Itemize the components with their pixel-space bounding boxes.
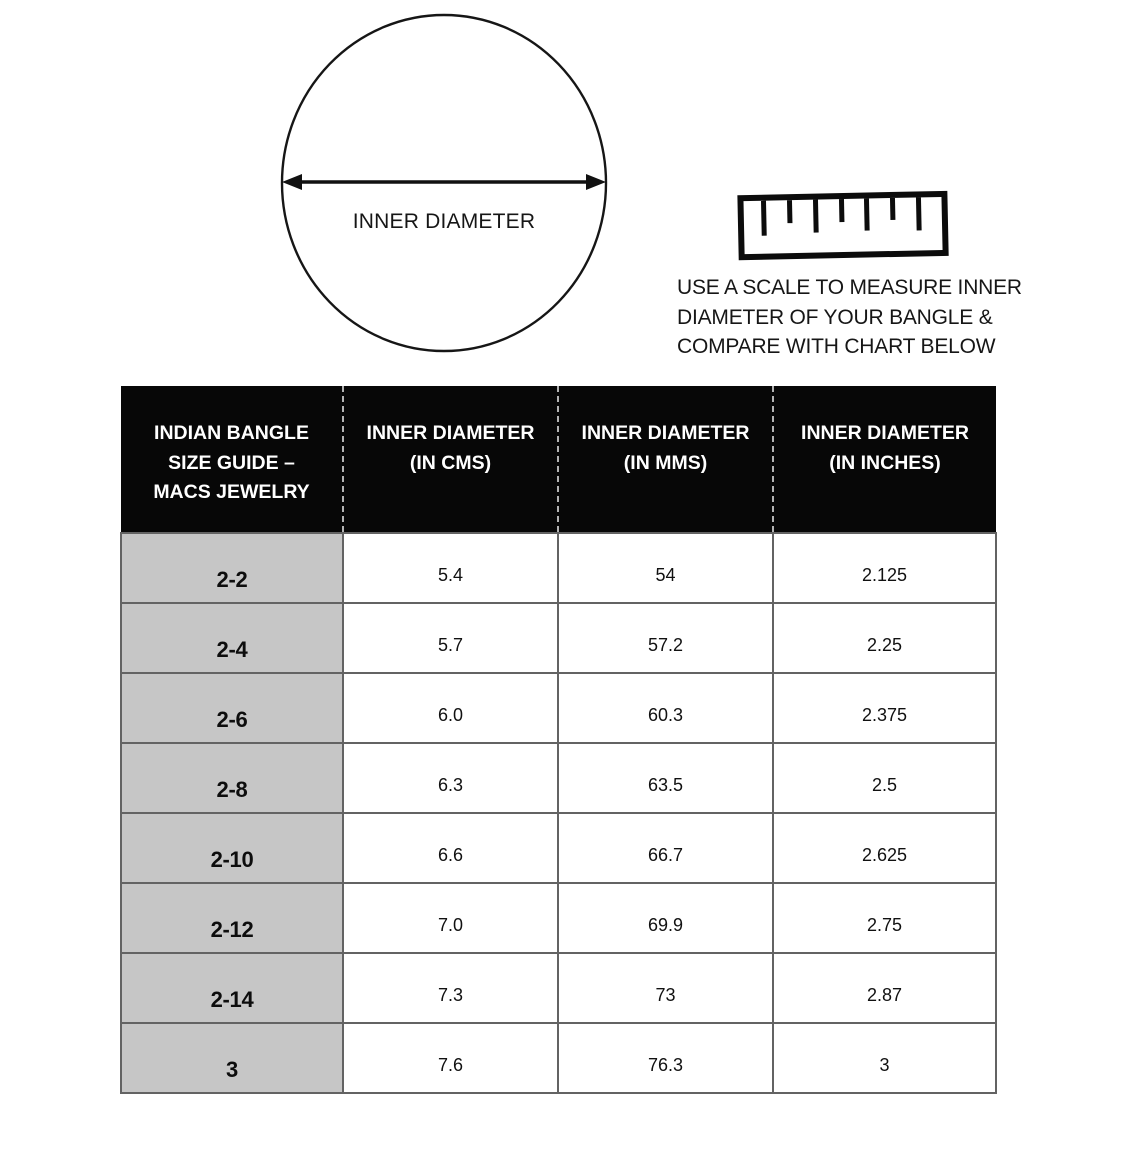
size-cell: 2-14 [121, 953, 343, 1023]
table-row [121, 813, 996, 883]
mms-cell: 54 [558, 533, 773, 603]
mms-cell: 57.2 [558, 603, 773, 673]
header-row [121, 386, 996, 533]
size-cell: 2-8 [121, 743, 343, 813]
header-line: INNER DIAMETER [366, 422, 535, 444]
cms-cell: 6.6 [343, 813, 558, 883]
cms-cell: 5.4 [343, 533, 558, 603]
inner-diameter-label: INNER DIAMETER [352, 210, 536, 233]
header-size-guide [121, 386, 343, 533]
header-line: (IN CMS) [409, 451, 492, 474]
mms-cell: 63.5 [558, 743, 773, 813]
table-row [121, 953, 996, 1023]
size-chart-table [120, 386, 997, 1094]
measure-instruction [677, 273, 1027, 362]
table-row [121, 603, 996, 673]
header-line: SIZE GUIDE – [168, 451, 295, 474]
inches-cell: 2.87 [773, 953, 996, 1023]
size-cell: 3 [121, 1023, 343, 1093]
inches-cell: 2.125 [773, 533, 996, 603]
size-cell: 2-2 [121, 533, 343, 603]
mms-cell: 73 [558, 953, 773, 1023]
bangle-circle-diagram [278, 12, 610, 354]
mms-cell: 60.3 [558, 673, 773, 743]
mms-cell: 66.7 [558, 813, 773, 883]
cms-cell: 7.6 [343, 1023, 558, 1093]
cms-cell: 7.0 [343, 883, 558, 953]
cms-cell: 7.3 [343, 953, 558, 1023]
size-cell: 2-12 [121, 883, 343, 953]
header-line: MACS JEWELRY [153, 481, 310, 503]
table-row [121, 533, 996, 603]
instruction-line: COMPARE WITH CHART BELOW [677, 335, 996, 358]
size-cell: 2-10 [121, 813, 343, 883]
cms-cell: 5.7 [343, 603, 558, 673]
header-diameter-inches [773, 386, 996, 533]
table-row [121, 743, 996, 813]
header-line: (IN INCHES) [829, 451, 941, 474]
table-row [121, 883, 996, 953]
inches-cell: 2.625 [773, 813, 996, 883]
header-line: (IN MMS) [623, 451, 708, 474]
mms-cell: 76.3 [558, 1023, 773, 1093]
header-line: INDIAN BANGLE [154, 422, 309, 444]
table-row [121, 673, 996, 743]
inches-cell: 2.25 [773, 603, 996, 673]
mms-cell: 69.9 [558, 883, 773, 953]
instruction-line: USE A SCALE TO MEASURE INNER [677, 276, 1022, 299]
cms-cell: 6.0 [343, 673, 558, 743]
inches-cell: 3 [773, 1023, 996, 1093]
instruction-line: DIAMETER OF YOUR BANGLE & [677, 305, 993, 329]
size-cell: 2-4 [121, 603, 343, 673]
inches-cell: 2.5 [773, 743, 996, 813]
header-line: INNER DIAMETER [581, 422, 750, 444]
header-line: INNER DIAMETER [801, 422, 969, 444]
cms-cell: 6.3 [343, 743, 558, 813]
ruler-icon [733, 187, 955, 265]
header-diameter-mms [558, 386, 773, 533]
inches-cell: 2.375 [773, 673, 996, 743]
size-cell: 2-6 [121, 673, 343, 743]
table-row [121, 1023, 996, 1093]
circle-diameter-icon [278, 12, 610, 354]
header-diameter-cms [343, 386, 558, 533]
inches-cell: 2.75 [773, 883, 996, 953]
